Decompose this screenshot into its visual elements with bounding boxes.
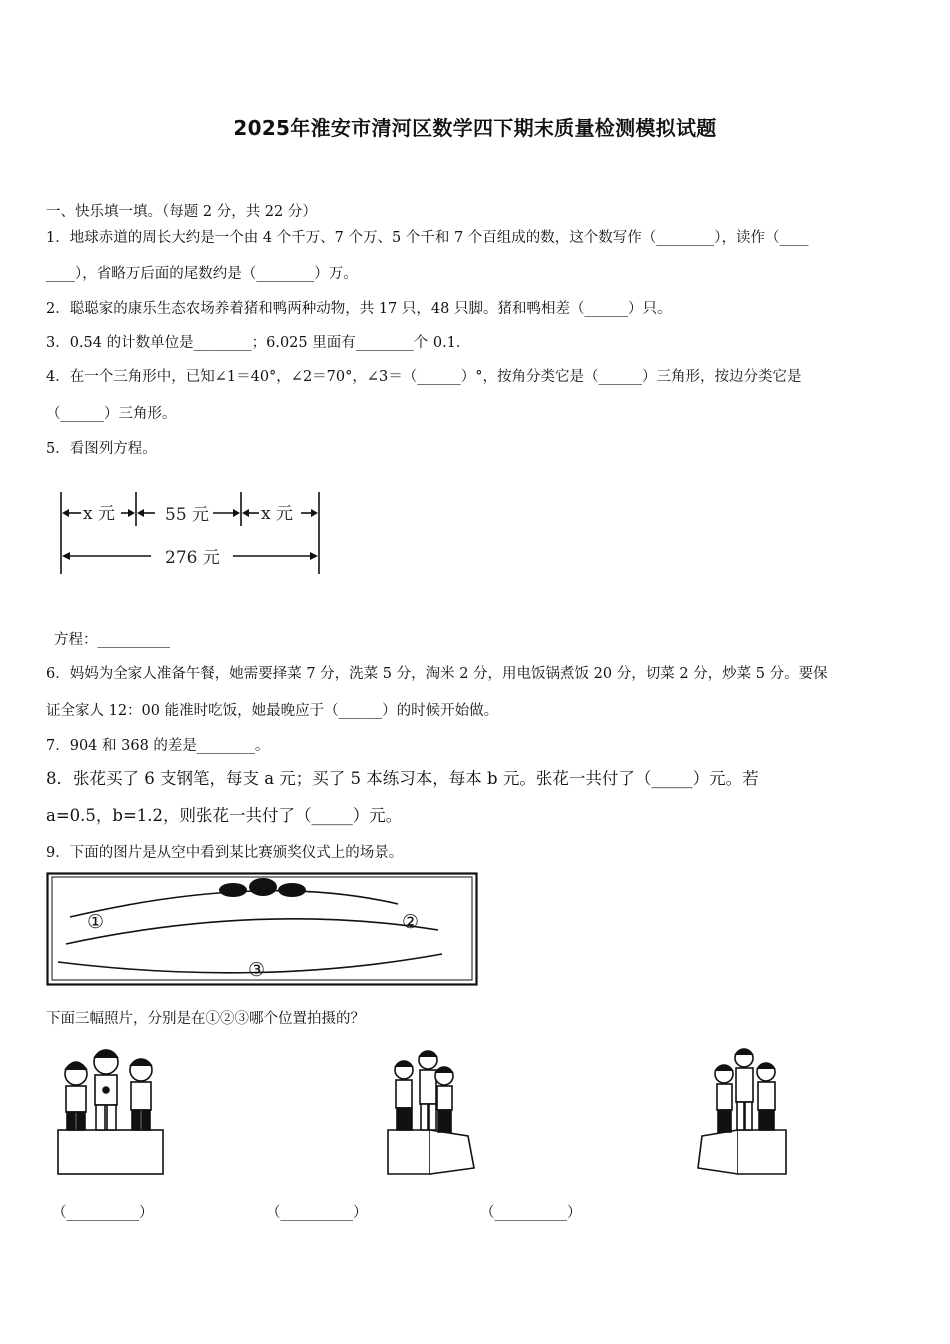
segment-left-label: x 元 bbox=[83, 504, 115, 524]
photo-3-side-view bbox=[694, 1044, 794, 1176]
question-2: 2．聪聪家的康乐生态农场养着猪和鸭两种动物，共 17 只，48 只脚。猪和鸭相差（______）只。 bbox=[46, 301, 672, 317]
segment-right-label: x 元 bbox=[261, 504, 293, 524]
photo-3-answer-blank: （__________） bbox=[480, 1205, 582, 1221]
exam-title: 2025年淮安市清河区数学四下期末质量检测模拟试题 bbox=[233, 116, 717, 140]
position-1-marker: ① bbox=[87, 911, 105, 933]
podium-people-icon bbox=[219, 878, 306, 897]
photo-2-side-view bbox=[384, 1044, 479, 1176]
question-7: 7．904 和 368 的差是________。 bbox=[46, 738, 270, 754]
question-1-line-1: 1．地球赤道的周长大约是一个由 4 个千万、7 个万、5 个千和 7 个百组成的数，这个数写作（________），读作（____ bbox=[46, 230, 809, 246]
question-1-line-2: ____），省略万后面的尾数约是（________）万。 bbox=[46, 266, 358, 282]
question-8-line-2: a=0.5，b=1.2，则张花一共付了（_____）元。 bbox=[46, 806, 403, 825]
photo-1-answer-blank: （__________） bbox=[52, 1205, 154, 1221]
question-3: 3．0.54 的计数单位是________；6.025 里面有________个 0.1． bbox=[46, 335, 471, 351]
photo-2-answer-blank: （__________） bbox=[266, 1205, 368, 1221]
ceremony-aerial-view bbox=[46, 872, 478, 986]
question-5: 5．看图列方程。 bbox=[46, 441, 157, 457]
question-6-line-1: 6．妈妈为全家人准备午餐，她需要择菜 7 分，洗菜 5 分，淘米 2 分，用电饭锅煮饭 20 分，切菜 2 分，炒菜 5 分。要保 bbox=[46, 666, 828, 682]
photo-1-front-view bbox=[54, 1040, 169, 1180]
question-6-line-2: 证全家人 12：00 能准时吃饭，她最晚应于（______）的时候开始做。 bbox=[46, 703, 499, 719]
equation-answer-line: 方程：__________ bbox=[54, 632, 170, 648]
position-3-marker: ③ bbox=[248, 959, 266, 981]
position-2-marker: ② bbox=[402, 911, 420, 933]
section-heading: 一、快乐填一填。（每题 2 分，共 22 分） bbox=[46, 204, 317, 220]
question-8-line-1: 8．张花买了 6 支钢笔，每支 a 元；买了 5 本练习本，每本 b 元。张花一共付了（_____）元。若 bbox=[46, 769, 759, 788]
segment-diagram bbox=[55, 488, 330, 580]
question-4-line-2: （______）三角形。 bbox=[46, 406, 177, 422]
question-4-line-1: 4．在一个三角形中，已知∠1＝40°，∠2＝70°，∠3＝（______）°，按角分类它是（______）三角形，按边分类它是 bbox=[46, 369, 802, 385]
segment-middle-label: 55 元 bbox=[165, 505, 210, 525]
question-9-followup: 下面三幅照片，分别是在①②③哪个位置拍摄的？ bbox=[46, 1011, 365, 1027]
question-9: 9．下面的图片是从空中看到某比赛颁奖仪式上的场景。 bbox=[46, 845, 404, 861]
segment-total-label: 276 元 bbox=[165, 548, 220, 568]
